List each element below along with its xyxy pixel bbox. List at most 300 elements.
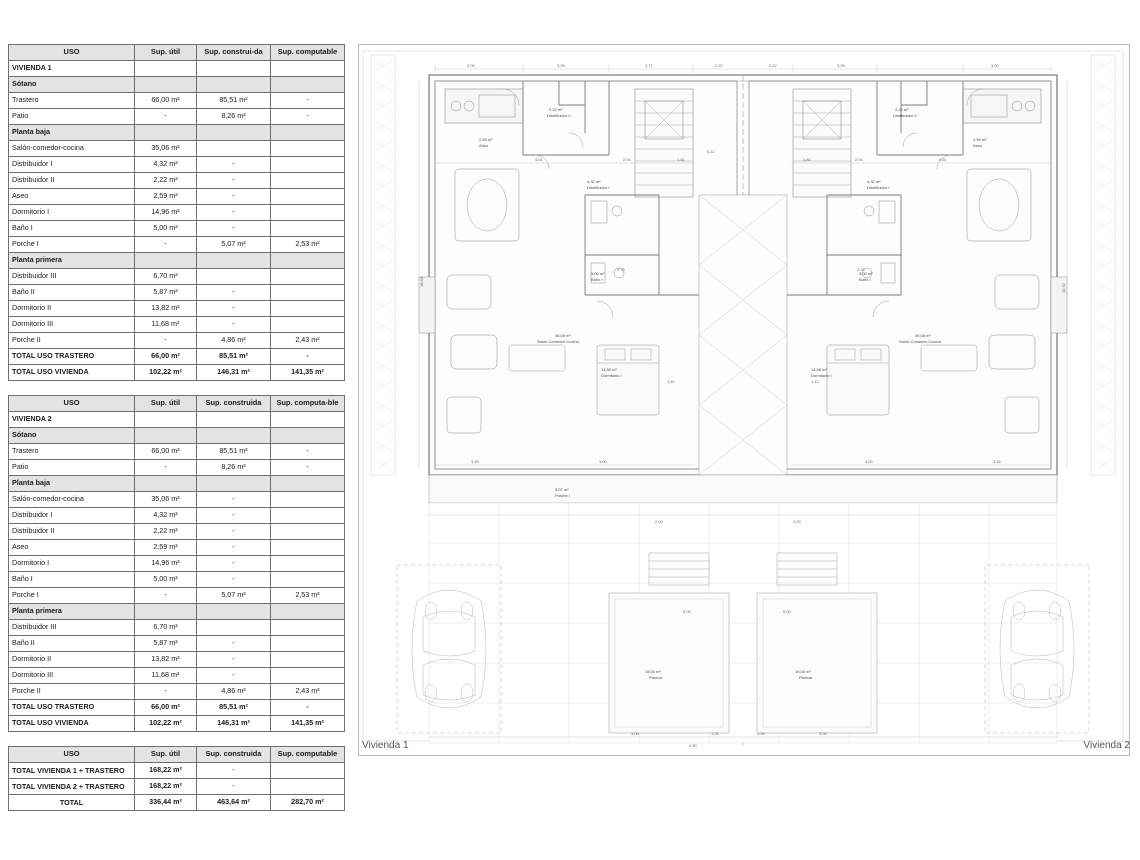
cell: 463,64 m² (197, 795, 271, 811)
table-row (9, 237, 345, 253)
cell: 85,51 m² (197, 700, 271, 716)
table-row (9, 301, 345, 317)
table-total-row (9, 716, 345, 732)
table-row (9, 428, 345, 444)
cell: 4,32 m² (135, 508, 197, 524)
table-row (9, 141, 345, 157)
table-row (9, 636, 345, 652)
table-header-row (9, 45, 345, 61)
dim-label: 2,22 (769, 63, 777, 68)
cell: 2,59 m² (135, 189, 197, 205)
cell (271, 763, 345, 779)
table-row (9, 412, 345, 428)
col-sup-computable: Sup. computable (271, 747, 345, 763)
cell: - (197, 157, 271, 173)
caption-vivienda-2: Vivienda 2 (1083, 740, 1130, 751)
dim-label: 10,92 (1061, 282, 1066, 293)
cell: 85,51 m² (197, 93, 271, 109)
table-row (9, 460, 345, 476)
cell: 66,00 m² (135, 93, 197, 109)
table-row (9, 253, 345, 269)
vivienda-title: VIVIENDA 1 (9, 61, 135, 77)
row-label: Baño II (9, 636, 135, 652)
total-label: TOTAL USO TRASTERO (9, 349, 135, 365)
row-label: Porche II (9, 684, 135, 700)
cell (271, 157, 345, 173)
col-sup-computable: Sup. computa-ble (271, 396, 345, 412)
total-label: TOTAL USO VIVIENDA (9, 716, 135, 732)
cell: 168,22 m² (135, 763, 197, 779)
label-bano-right-2: Baño I (859, 277, 871, 282)
dim-label: 2,91 (855, 157, 863, 162)
cell (271, 604, 345, 620)
label-piscina-right: 15,00 m² (795, 669, 811, 674)
cell: - (197, 317, 271, 333)
table-row (9, 205, 345, 221)
cell (271, 508, 345, 524)
table-row (9, 556, 345, 572)
cell: 66,00 m² (135, 349, 197, 365)
label-porche-left: 5,07 m² (555, 487, 569, 492)
cell (271, 540, 345, 556)
table-header-row (9, 396, 345, 412)
table-row (9, 444, 345, 460)
dim-label: 1,42 (811, 379, 819, 384)
cell (135, 476, 197, 492)
cell (197, 412, 271, 428)
dim-label: 5,00 (683, 609, 691, 614)
table-row (9, 285, 345, 301)
cell (271, 668, 345, 684)
cell (271, 269, 345, 285)
cell (135, 412, 197, 428)
cell: 66,00 m² (135, 700, 197, 716)
table-vivienda-1 (8, 44, 345, 381)
cell: 5,87 m² (135, 636, 197, 652)
dim-label: 3,25 (837, 63, 845, 68)
dim-label: 3,00 (865, 459, 873, 464)
cell: 5,07 m² (197, 237, 271, 253)
cell (135, 253, 197, 269)
dim-label: 5,00 (783, 609, 791, 614)
cell (197, 620, 271, 636)
table-vivienda-2 (8, 395, 345, 732)
total-label: TOTAL VIVIENDA 2 + TRASTERO (9, 779, 135, 795)
dim-label: 3,00 (467, 63, 475, 68)
cell: 2,59 m² (135, 540, 197, 556)
table-row (9, 668, 345, 684)
total-label: TOTAL VIVIENDA 1 + TRASTERO (9, 763, 135, 779)
cell: 85,51 m² (197, 349, 271, 365)
cell: - (135, 237, 197, 253)
label-distribuidor2-left: 2,22 m² (549, 107, 563, 112)
cell (271, 492, 345, 508)
cell: 6,70 m² (135, 269, 197, 285)
row-label: Distribuidor I (9, 508, 135, 524)
cell (271, 779, 345, 795)
cell (271, 173, 345, 189)
cell: - (197, 492, 271, 508)
cell (271, 285, 345, 301)
cell: 2,53 m² (271, 237, 345, 253)
dim-label: 2,00 (655, 519, 663, 524)
cell: - (197, 572, 271, 588)
cell: 13,82 m² (135, 652, 197, 668)
dim-label: 1,23 (711, 731, 719, 736)
table-row (9, 269, 345, 285)
label-piscina-left-2: Piscina (649, 675, 662, 680)
label-distribuidor-left: 4,32 m² (587, 179, 601, 184)
cell: - (197, 173, 271, 189)
col-sup-construida: Sup. construi-da (197, 45, 271, 61)
cell (135, 428, 197, 444)
dim-label: 2,00 (793, 519, 801, 524)
table-row (9, 779, 345, 795)
table-row (9, 221, 345, 237)
label-bano-left: 5,00 m² (591, 271, 605, 276)
cell (271, 476, 345, 492)
cell (135, 604, 197, 620)
cell (197, 428, 271, 444)
table-row (9, 795, 345, 811)
row-label: Porche II (9, 333, 135, 349)
total-label: TOTAL (9, 795, 135, 811)
dim-label: 3,45 (471, 459, 479, 464)
col-sup-construida: Sup. construida (197, 747, 271, 763)
cell (197, 141, 271, 157)
col-uso: USO (9, 45, 135, 61)
table-row (9, 77, 345, 93)
dim-label: 4,61 (939, 157, 947, 162)
cell (271, 125, 345, 141)
cell: 5,00 m² (135, 572, 197, 588)
table-row (9, 524, 345, 540)
cell: - (135, 460, 197, 476)
label-salon-right: 35,06 m² (915, 333, 931, 338)
cell: 66,00 m² (135, 444, 197, 460)
cell (271, 221, 345, 237)
table-row (9, 652, 345, 668)
cell (271, 636, 345, 652)
table-row (9, 189, 345, 205)
row-label: Porche I (9, 588, 135, 604)
cell: 4,86 m² (197, 684, 271, 700)
col-sup-util: Sup. útil (135, 747, 197, 763)
cell: - (271, 700, 345, 716)
row-label: Patio (9, 109, 135, 125)
dim-label: 2,91 (623, 157, 631, 162)
table-totals (8, 746, 345, 811)
label-salon-left-2: Salón-Comedor-Cocina (537, 339, 579, 344)
total-label: TOTAL USO VIVIENDA (9, 365, 135, 381)
dim-label: 1,81 (677, 157, 685, 162)
vivienda-title: VIVIENDA 2 (9, 412, 135, 428)
table-total-row (9, 700, 345, 716)
cell: 5,00 m² (135, 221, 197, 237)
dim-label: 2,76 (857, 267, 865, 272)
cell: 146,31 m² (197, 716, 271, 732)
table-row (9, 684, 345, 700)
row-label: Distribuidor II (9, 524, 135, 540)
cell: 336,44 m² (135, 795, 197, 811)
cell: 2,22 m² (135, 173, 197, 189)
section-title: Planta primera (9, 604, 135, 620)
table-row (9, 476, 345, 492)
col-sup-util: Sup. útil (135, 45, 197, 61)
table-row (9, 763, 345, 779)
col-uso: USO (9, 747, 135, 763)
label-distribuidor2-right-2: Distribuidor II (893, 113, 917, 118)
label-bano-left-2: Baño I (591, 277, 603, 282)
cell: - (135, 684, 197, 700)
label-distribuidor-left-2: Distribuidor I (587, 185, 610, 190)
surface-tables (8, 44, 344, 825)
cell (197, 476, 271, 492)
cell: 2,22 m² (135, 524, 197, 540)
cell (135, 77, 197, 93)
label-distribuidor2-right: 2,22 m² (895, 107, 909, 112)
cell (271, 301, 345, 317)
cell: 2,43 m² (271, 333, 345, 349)
cell: 6,70 m² (135, 620, 197, 636)
label-distribuidor2-left-2: Distribuidor II (547, 113, 571, 118)
cell: - (197, 301, 271, 317)
table-row (9, 317, 345, 333)
cell (197, 77, 271, 93)
cell: - (197, 508, 271, 524)
cell: - (197, 524, 271, 540)
row-label: Salón-comedor-cocina (9, 492, 135, 508)
cell: - (135, 588, 197, 604)
cell (271, 253, 345, 269)
cell: 8,26 m² (197, 109, 271, 125)
cell: 2,43 m² (271, 684, 345, 700)
row-label: Patio (9, 460, 135, 476)
cell: 168,22 m² (135, 779, 197, 795)
table-row (9, 109, 345, 125)
cell (271, 77, 345, 93)
cell (135, 125, 197, 141)
dim-label: 18,83 (419, 276, 424, 287)
table-total-row (9, 365, 345, 381)
row-label: Baño II (9, 285, 135, 301)
dim-label: 2,22 (715, 63, 723, 68)
row-label: Aseo (9, 540, 135, 556)
table-row (9, 61, 345, 77)
table-row (9, 572, 345, 588)
dim-label: 3,00 (631, 731, 639, 736)
cell: 11,68 m² (135, 668, 197, 684)
cell: 102,22 m² (135, 365, 197, 381)
cell: - (271, 349, 345, 365)
cell: 102,22 m² (135, 716, 197, 732)
dim-label: 0,50 (689, 743, 697, 748)
label-porche-left-2: Porche I (555, 493, 570, 498)
row-label: Dormitorio III (9, 317, 135, 333)
table-row (9, 492, 345, 508)
dim-label: 1,20 (757, 731, 765, 736)
label-dormitorio-left-2: Dormitorio I (601, 373, 622, 378)
label-aseo-right-2: Aseo (973, 143, 983, 148)
cell (197, 125, 271, 141)
cell: - (271, 109, 345, 125)
cell: 35,06 m² (135, 492, 197, 508)
row-label: Porche I (9, 237, 135, 253)
dim-label: 2,77 (645, 63, 653, 68)
cell: - (197, 540, 271, 556)
label-dormitorio-left: 14,96 m² (601, 367, 617, 372)
dim-label: 1,81 (803, 157, 811, 162)
col-sup-util: Sup. útil (135, 396, 197, 412)
dim-label: 3,25 (557, 63, 565, 68)
cell: - (197, 779, 271, 795)
table-row (9, 333, 345, 349)
dim-label: 2,76 (617, 267, 625, 272)
table-row (9, 588, 345, 604)
cell: 141,35 m² (271, 716, 345, 732)
row-label: Trastero (9, 93, 135, 109)
table-row (9, 540, 345, 556)
col-sup-construida: Sup. construida (197, 396, 271, 412)
cell: - (197, 556, 271, 572)
table-row (9, 620, 345, 636)
row-label: Dormitorio II (9, 301, 135, 317)
cell: 14,96 m² (135, 205, 197, 221)
label-aseo-left-2: Aseo (479, 143, 489, 148)
dim-label: 3,00 (599, 459, 607, 464)
cell: - (135, 333, 197, 349)
label-piscina-right-2: Piscina (799, 675, 812, 680)
cell: - (197, 285, 271, 301)
cell: - (271, 444, 345, 460)
col-sup-computable: Sup. computable (271, 45, 345, 61)
label-distribuidor-right: 4,32 m² (867, 179, 881, 184)
row-label: Salón-comedor-cocina (9, 141, 135, 157)
row-label: Aseo (9, 189, 135, 205)
cell: - (197, 636, 271, 652)
cell: 14,96 m² (135, 556, 197, 572)
cell (197, 269, 271, 285)
label-distribuidor-right-2: Distribuidor I (867, 185, 890, 190)
label-aseo-left: 2,59 m² (479, 137, 493, 142)
cell (271, 317, 345, 333)
cell: - (197, 652, 271, 668)
cell (271, 61, 345, 77)
cell: 146,31 m² (197, 365, 271, 381)
table-row (9, 125, 345, 141)
cell (271, 620, 345, 636)
cell: 35,06 m² (135, 141, 197, 157)
section-title: Planta primera (9, 253, 135, 269)
label-dormitorio-right: 14,96 m² (811, 367, 827, 372)
dim-label: 3,00 (991, 63, 999, 68)
table-header-row (9, 747, 345, 763)
section-title: Planta baja (9, 125, 135, 141)
table-row (9, 508, 345, 524)
dim-label: 5,11 (707, 149, 715, 154)
cell (197, 253, 271, 269)
section-title: Sótano (9, 77, 135, 93)
cell (271, 524, 345, 540)
cell (271, 428, 345, 444)
label-salon-right-2: Salón-Comedor-Cocina (899, 339, 941, 344)
caption-vivienda-1: Vivienda 1 (362, 740, 409, 751)
table-row (9, 604, 345, 620)
dim-label: 4,61 (535, 157, 543, 162)
cell (271, 652, 345, 668)
cell: 4,86 m² (197, 333, 271, 349)
label-piscina-left: 15,00 m² (645, 669, 661, 674)
row-label: Distribuidor II (9, 173, 135, 189)
cell: 2,53 m² (271, 588, 345, 604)
col-uso: USO (9, 396, 135, 412)
cell: 141,35 m² (271, 365, 345, 381)
label-dormitorio-right-2: Dormitorio I (811, 373, 832, 378)
cell: - (197, 668, 271, 684)
dim-label: 1,42 (667, 379, 675, 384)
cell (271, 556, 345, 572)
row-label: Baño I (9, 221, 135, 237)
cell: 8,26 m² (197, 460, 271, 476)
cell (135, 61, 197, 77)
table-row (9, 157, 345, 173)
cell: - (135, 109, 197, 125)
row-label: Dormitorio III (9, 668, 135, 684)
row-label: Dormitorio I (9, 556, 135, 572)
cell (271, 205, 345, 221)
cell: - (197, 189, 271, 205)
row-label: Trastero (9, 444, 135, 460)
table-row (9, 173, 345, 189)
cell: 4,32 m² (135, 157, 197, 173)
row-label: Dormitorio II (9, 652, 135, 668)
row-label: Distribuidor I (9, 157, 135, 173)
cell (197, 604, 271, 620)
cell (197, 61, 271, 77)
label-bano-right: 5,00 m² (859, 271, 873, 276)
row-label: Distribuidor III (9, 620, 135, 636)
floor-plan-drawing (358, 44, 1130, 756)
cell: - (271, 93, 345, 109)
row-label: Dormitorio I (9, 205, 135, 221)
cell: 11,68 m² (135, 317, 197, 333)
label-salon-left: 35,06 m² (555, 333, 571, 338)
cell: - (197, 221, 271, 237)
dim-label: 3,45 (993, 459, 1001, 464)
cell (271, 572, 345, 588)
cell: - (197, 205, 271, 221)
row-label: Baño I (9, 572, 135, 588)
row-label: Distribuidor III (9, 269, 135, 285)
cell (271, 189, 345, 205)
cell: 13,82 m² (135, 301, 197, 317)
section-title: Sótano (9, 428, 135, 444)
cell: - (271, 460, 345, 476)
section-title: Planta baja (9, 476, 135, 492)
total-label: TOTAL USO TRASTERO (9, 700, 135, 716)
cell (271, 141, 345, 157)
cell: 5,87 m² (135, 285, 197, 301)
cell: 5,07 m² (197, 588, 271, 604)
dim-label: 3,00 (819, 731, 827, 736)
cell: - (197, 763, 271, 779)
label-aseo-right: 2,59 m² (973, 137, 987, 142)
table-row (9, 93, 345, 109)
cell: 282,70 m² (271, 795, 345, 811)
table-total-row (9, 349, 345, 365)
cell: 85,51 m² (197, 444, 271, 460)
cell (271, 412, 345, 428)
